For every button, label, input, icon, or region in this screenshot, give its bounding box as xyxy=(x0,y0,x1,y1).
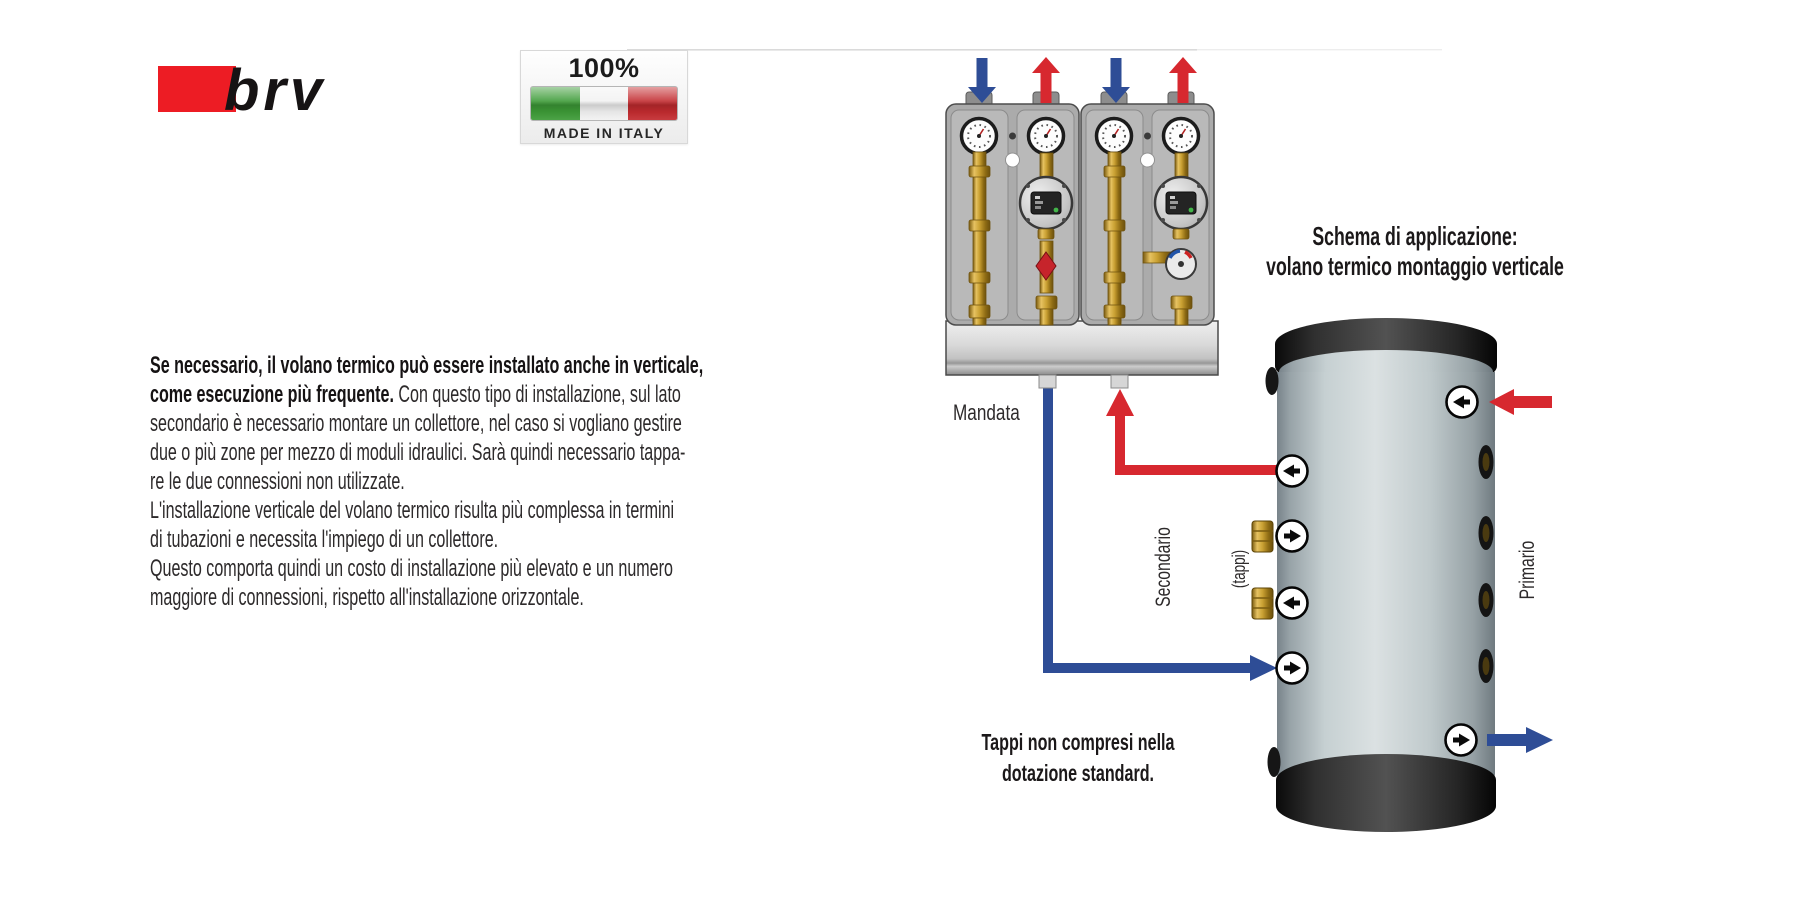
diagram-note-line2: dotazione standard. xyxy=(1001,760,1155,786)
paragraph-line: Questo comporta quindi un costo di installazione più elevato e un numero xyxy=(150,555,673,582)
primary-inlet-arrow-icon xyxy=(1489,389,1552,415)
tank-port-out-icon xyxy=(1277,653,1308,684)
tank-port-out-icon xyxy=(1446,725,1477,756)
paragraph-line: Se necessario, il volano termico può essere installato anche in verticale, xyxy=(150,352,704,379)
paragraph-line: due o più zone per mezzo di moduli idraulici. Sarà quindi necessario tappa- xyxy=(150,439,686,466)
primary-outlet-arrow-icon xyxy=(1487,727,1553,753)
brass-cap xyxy=(1252,521,1273,552)
diagram-note-line1: Tappi non compresi nella xyxy=(981,729,1175,755)
paragraph-line: come esecuzione più frequente. Con questo tipo di installazione, sul lato xyxy=(150,381,681,408)
label-secondario: Secondario xyxy=(1152,527,1175,607)
tank-port-out-icon xyxy=(1277,521,1308,552)
pump-module-left xyxy=(946,92,1079,325)
paragraph-line: di tubazioni e necessita l'impiego di un collettore. xyxy=(150,526,499,553)
page-edge-line xyxy=(627,49,1442,51)
brass-cap xyxy=(1252,588,1273,619)
paragraph-line: maggiore di connessioni, rispetto all'installazione orizzontale. xyxy=(150,584,584,611)
tank-port-in-icon xyxy=(1277,588,1308,619)
blue-arrowhead-icon xyxy=(1250,655,1277,681)
tank-port-in-icon xyxy=(1447,387,1478,418)
paragraph-line: re le due connessioni non utilizzate. xyxy=(150,468,405,495)
paragraph-line: secondario è necessario montare un collettore, nel caso si vogliano gestire xyxy=(150,410,682,437)
label-tappi: (tappi) xyxy=(1229,549,1249,589)
manifold xyxy=(946,321,1218,388)
secondary-flow-pipe xyxy=(1106,389,1284,470)
brv-logo-text: brv xyxy=(224,60,327,122)
manifold-stub xyxy=(1111,375,1128,388)
label-primario: Primario xyxy=(1516,540,1539,600)
red-arrowhead-icon xyxy=(1106,389,1134,416)
paragraph-line: L'installazione verticale del volano termico risulta più complessa in termini xyxy=(150,497,675,524)
badge-caption: MADE IN ITALY xyxy=(543,125,665,141)
badge-percent: 100% xyxy=(568,53,640,83)
label-mandata: Mandata xyxy=(953,400,1020,425)
diagram-note xyxy=(938,727,1218,789)
diagram-title-line2: volano termico montaggio verticale xyxy=(1266,251,1564,281)
pump-module-right xyxy=(1081,92,1214,325)
diagram-title xyxy=(1245,221,1585,281)
diagram-title-line1: Schema di applicazione: xyxy=(1312,221,1518,251)
manifold-stub xyxy=(1039,375,1056,388)
top-flow-arrows xyxy=(968,57,1197,103)
tank-port-in-icon xyxy=(1277,456,1308,487)
